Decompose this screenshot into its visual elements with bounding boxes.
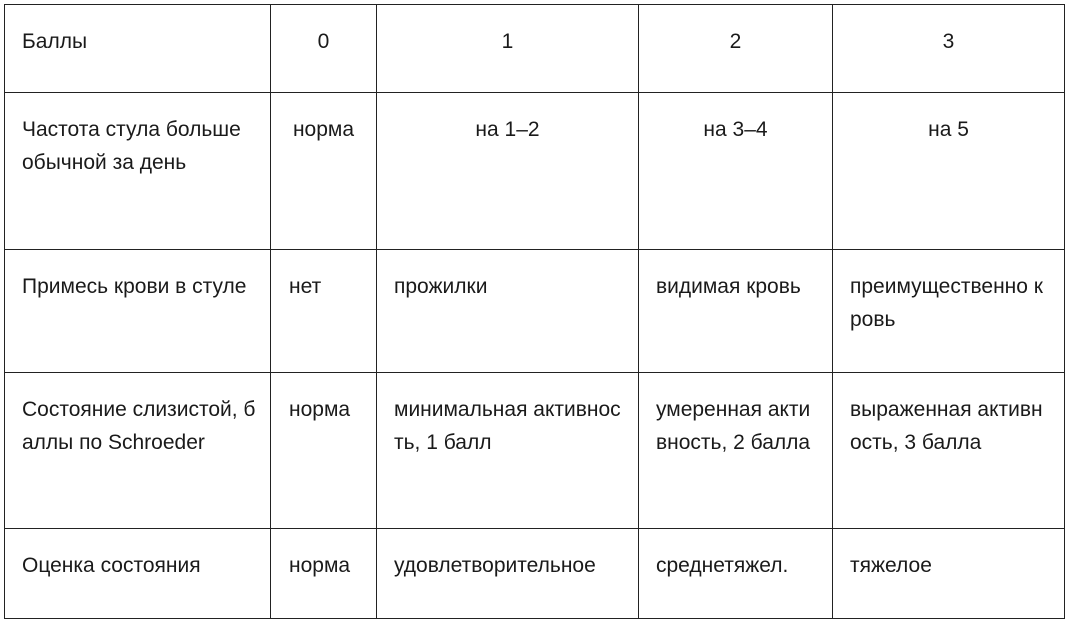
table-cell: на 3–4	[639, 93, 833, 250]
row-label-condition-assessment: Оценка состояния	[5, 529, 271, 619]
table-cell: норма	[271, 93, 377, 250]
row-label-blood-admixture: Примесь крови в стуле	[5, 250, 271, 373]
table-cell: минимальная активность, 1 балл	[377, 373, 639, 529]
table-cell: умеренная активность, 2 балла	[639, 373, 833, 529]
table-row	[5, 250, 1065, 373]
table-cell: на 1–2	[377, 93, 639, 250]
table-row	[5, 373, 1065, 529]
table-cell: преимущественно кровь	[833, 250, 1065, 373]
scoring-table	[4, 4, 1065, 619]
table-cell: прожилки	[377, 250, 639, 373]
row-label-mucosa-state: Состояние слизистой, баллы по Schroeder	[5, 373, 271, 529]
table-cell: норма	[271, 373, 377, 529]
table-cell: среднетяжел.	[639, 529, 833, 619]
table-cell: тяжелое	[833, 529, 1065, 619]
table-row	[5, 93, 1065, 250]
header-score-3: 3	[833, 5, 1065, 93]
table-cell: выраженная активность, 3 балла	[833, 373, 1065, 529]
table-cell: норма	[271, 529, 377, 619]
header-score-2: 2	[639, 5, 833, 93]
row-label-stool-frequency: Частота стула больше обычной за день	[5, 93, 271, 250]
header-label-cell: Баллы	[5, 5, 271, 93]
header-score-0: 0	[271, 5, 377, 93]
table-cell: видимая кровь	[639, 250, 833, 373]
header-score-1: 1	[377, 5, 639, 93]
table-row	[5, 529, 1065, 619]
table-cell: нет	[271, 250, 377, 373]
table-cell: удовлетворительное	[377, 529, 639, 619]
table-cell: на 5	[833, 93, 1065, 250]
table-header-row	[5, 5, 1065, 93]
